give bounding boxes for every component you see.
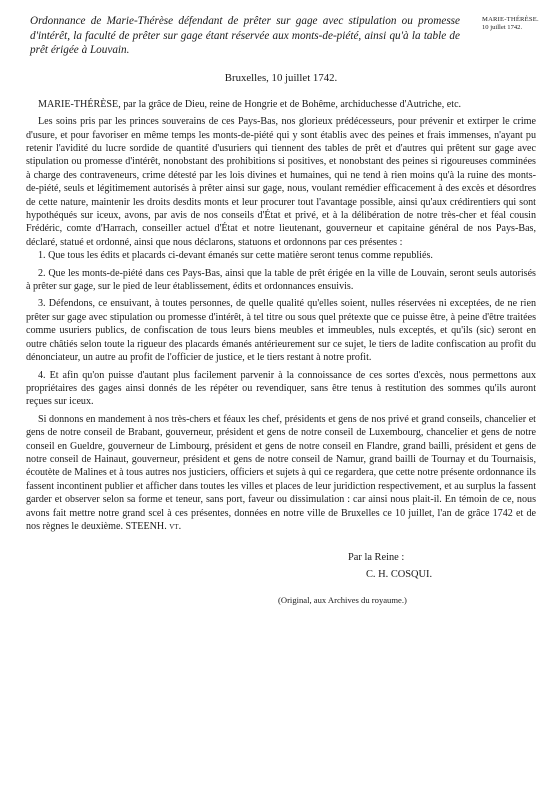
preamble-paragraph: Les soins pris par les princes souverains de ces Pays-Bas, nos glorieux prédécesseurs, pour prévenir et extirper le crime d'usure, et pour favoriser en même temps les monts-de-piété qui y sont établis avec des peines et frais immenses, n'ayant pu retenir l'avidité du lucre sordide de quantité d'usuriers qui tiennent des tables de prêt et d'autres qui prêtent sur gage avec stipulation ou promesse d'intérêt, nonobstant des prohibitions si positives, et nonobstant des peines si rigoureuses comminées à charge des contraveneurs, crime détesté par les lois divines et humaines, qui ne tend à rien moins qu'à la ruine des monts-de-piété, seuls et légitimement autorisés à prêter ainsi sur gage, nous, voulant remédier efficacement à des excès et désordres de cette nature, maintenir les droits desdits monts et leur procurer tout l'avantage possible, ainsi qu'aux crédirentiers qui sont hypothéqués sur iceux, avons, par avis de nos conseils d'État et privé, et à la délibération de notre très-cher et féal cousin Frédéric, comte d'Harrach, conseiller actuel d'État et notre lieutenant, gouverneur et capitaine général de nos Pays-Bas, déclaré, statué et ordonné, ainsi que nous déclarons, statuons et ordonnons par ces présentes : [26,116,536,248]
margin-note-date: 10 juillet 1742. [482,24,523,31]
sovereign-name: MARIE-THÉRÈSE [38,98,119,110]
margin-note-name: MARIE-THÉRÈSE. [482,16,539,23]
dateline: Bruxelles, 10 juillet 1742. [224,71,338,84]
signature-by: Par la Reine : [348,552,405,564]
margin-note [482,16,544,32]
ordinance-title: Ordonnance de Marie-Thérèse défendant de prêter sur gage avec stipulation ou promesse d'intérêt, la faculté de prêter sur gage étant réservée aux monts-de-piété, ainsi qu'à la table de prêt érigée à Louvain. [30,15,460,57]
article-2: 2. Que les monts-de-piété dans ces Pays-Bas, ainsi que la table de prêt érigée en la ville de Louvain, seront seuls autorisés à prêter sur gage, sur le pied de leur établissement, édits et ordonnances ensuivis. [26,267,536,293]
article-3: 3. Défendons, ce ensuivant, à toutes personnes, de quelle qualité qu'elles soient, nulles réservées ni exceptées, de ne rien prêter sur gage avec stipulation ou promesse d'intérêt, à tel titre ou sous quel prétexte que ce puisse être, à peine d'être traitées comme usuriers publics, de confiscation de tous leurs biens meubles et immeubles, nuls exceptés, et qu'ils (sic) seront en outre châtiés selon toute la rigueur des placards émanés antérieurement sur ce sujet, le tiers de ladite confiscation au profit du dénonciateur, un autre au profit de l'officier de justice, et le tiers restant à notre profit. [26,298,536,364]
document-header [26,14,539,58]
closing-signature: STEENH. vt. [125,520,182,532]
mandate-text: Si donnons en mandement à nos très-chers et féaux les chef, présidents et gens de nos privé et grand conseils, chancelier et gens de notre conseil de Brabant, gouverneur, président et gens de notre conseil de Luxembourg, chancelier et gens de notre conseil en Gueldre, gouverneur de Limbourg, président et gens de notre conseil en Flandre, grand bailli, président et gens de notre conseil de Hainaut, gouverneur, président et gens de notre conseil de Namur, grand bailli de Tournay et du Tournaisis, écoutète de Malines et à tous autres nos justiciers, officiers et sujets à qui ce regardera, que cette notre présente ordonnance ils fassent incontinent publier et afficher dans toutes les villes et places de leur juridiction respectivement, et au surplus la fassent garder et observer selon sa forme et teneur, sans port, faveur ou dissimulation : car ainsi nous plait-il. En témoin de ce, nous avons fait mettre notre grand scel à ces présentes, données en notre ville de Bruxelles ce 10 juillet, l'an de grâce 1742 et de nos règnes le deuxième. [26,413,536,532]
intro-paragraph [26,98,536,111]
article-4: 4. Et afin qu'on puisse d'autant plus facilement parvenir à la connoissance de ces sortes d'excès, nous permettons aux propriétaires des gages ainsi donnés de les répéter ou revendiquer, sans être tenus à restitution des sommes qu'ils auront reçues sur iceux. [26,369,536,408]
signatory-name: C. H. COSQUI. [366,569,433,581]
source-note: (Original, aux Archives du royaume.) [278,595,407,606]
signature-block [348,549,536,583]
mandate-paragraph [26,413,536,534]
intro-text: , par la grâce de Dieu, reine de Hongrie et de Bohême, archiduchesse d'Autriche, etc. [118,98,462,110]
ordinance-body [26,98,536,534]
article-1: 1. Que tous les édits et placards ci-devant émanés sur cette matière seront tenus comme republiés. [38,250,433,262]
